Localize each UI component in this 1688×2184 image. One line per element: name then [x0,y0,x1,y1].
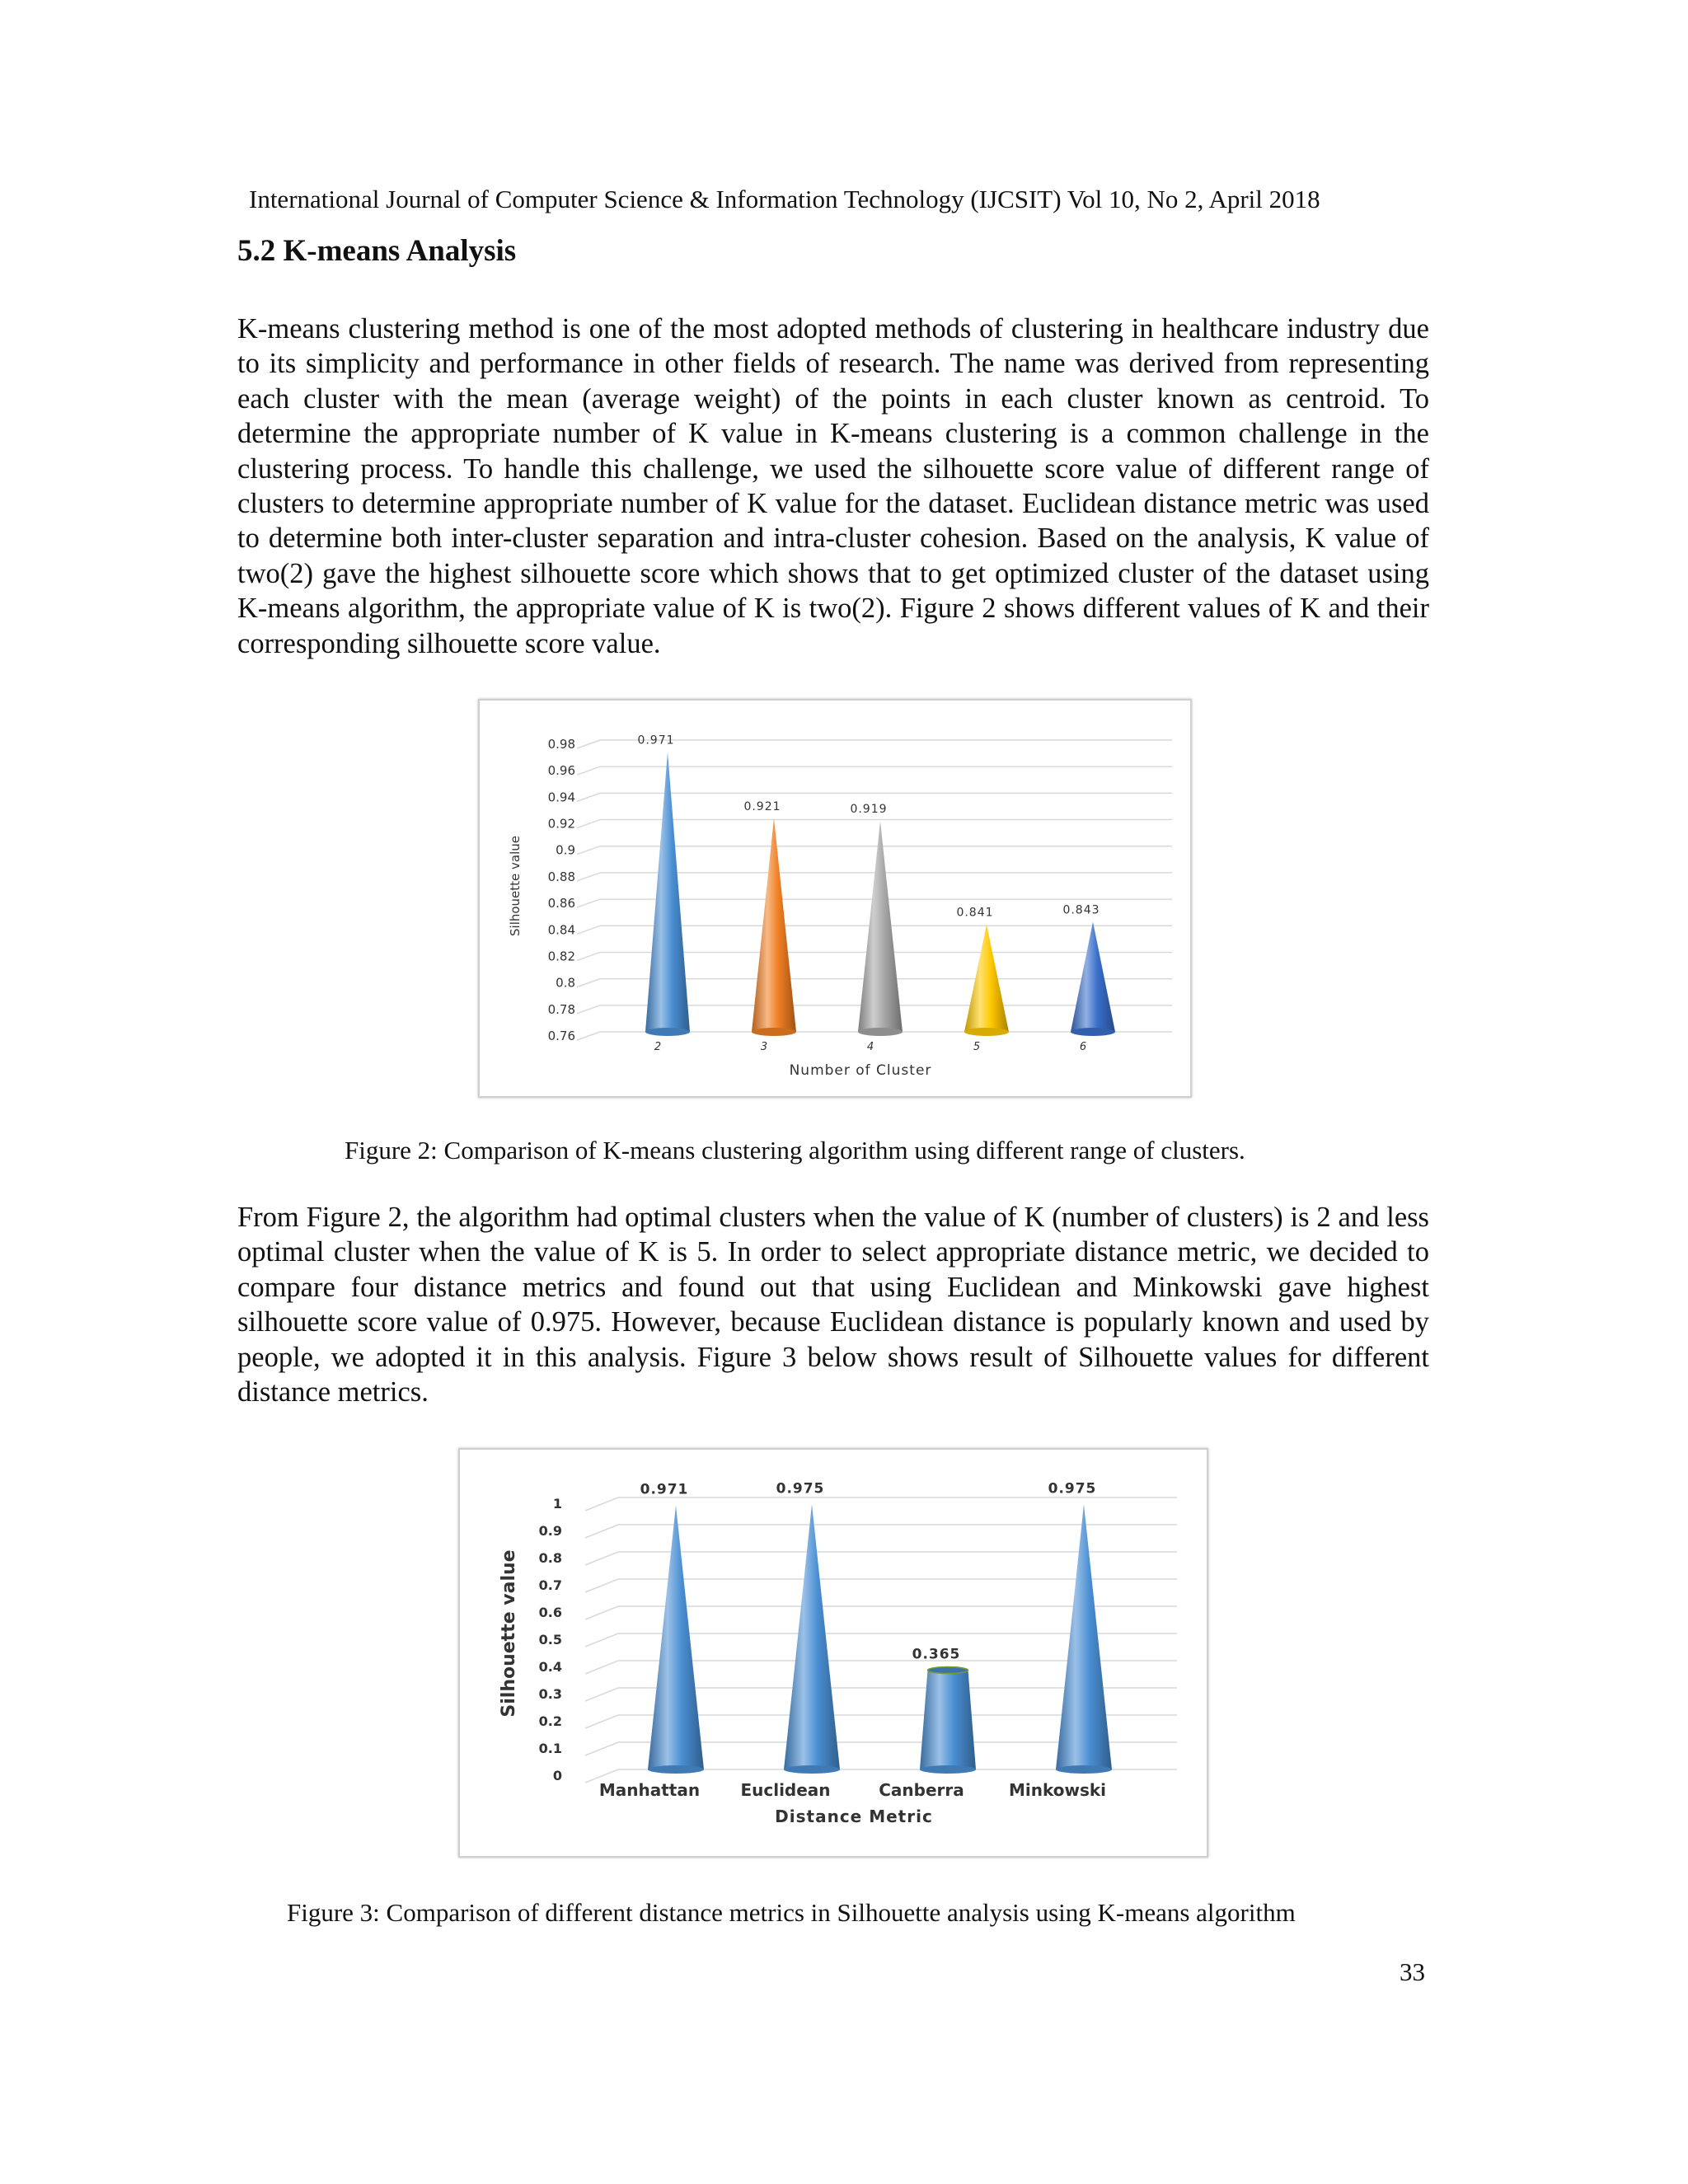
gridline-skew [577,952,600,960]
gridline-skew [585,1688,618,1701]
bar-cone [1071,921,1115,1032]
y-tick-label: 0.94 [547,790,575,805]
data-label: 0.921 [743,799,781,813]
y-tick-label: 0.6 [538,1605,562,1620]
y-tick-label: 0.78 [547,1001,575,1017]
data-label: 0.365 [912,1646,961,1663]
x-category-label: 2 [654,1041,662,1053]
y-tick-label: 0.1 [538,1741,562,1756]
y-tick-label: 0.82 [547,949,575,964]
bar-cone [1056,1504,1112,1769]
y-tick-label: 0.84 [547,922,575,938]
paragraph-kmeans-intro: K-means clustering method is one of the most adopted methods of clustering in healthcare industry due to its simplicity and performance in other fields of research. The name was derived from representing each cluster with the mean (average weight) of the points in each cluster known as centroid. To determine the appropriate number of K value in K-means clustering is a common challenge in the clustering process. To handle this challenge, we used the silhouette score value of different range of clusters to determine appropriate number of K value for the dataset. Euclidean distance metric was used to determine both inter-cluster separation and intra-cluster cohesion. Based on the analysis, K value of two(2) gave the highest silhouette score which shows that to get optimized cluster of the dataset using K-means algorithm, the appropriate value of K is two(2). Figure 2 shows different values of K and their corresponding silhouette score value. [237,313,1429,659]
y-tick-label: 0.96 [547,763,575,779]
bar-cone-base [784,1765,840,1774]
section-title: 5.2 K-means Analysis [237,234,517,268]
figure-3-chart [458,1448,1208,1858]
data-label: 0.975 [1048,1480,1097,1497]
y-tick-label: 0.5 [538,1632,562,1647]
bar-cone-base [648,1765,704,1774]
gridline-skew [585,1497,618,1511]
gridline-skew [585,1525,618,1538]
data-label: 0.971 [637,733,675,748]
y-tick-label: 0.98 [547,737,575,752]
bar-cone-base [920,1765,976,1774]
bar-cone [648,1506,704,1769]
x-category-label: 6 [1079,1041,1087,1053]
y-tick-label: 0.9 [556,842,575,858]
bar-cone [752,818,796,1032]
y-tick-label: 0.88 [547,869,575,884]
gridline-skew [577,1005,600,1014]
y-tick-label: 0.4 [538,1659,562,1675]
y-axis-label: Silhouette value [499,1549,519,1718]
gridline-skew [585,1552,618,1565]
gridline-skew [585,1606,618,1619]
bar-cone [645,752,690,1032]
bar-cone-base [645,1028,690,1036]
bar-cone-base [752,1028,796,1036]
data-label: 0.843 [1062,903,1100,917]
gridline-skew [577,820,600,828]
gridline-skew [577,766,600,775]
y-tick-label: 0.2 [538,1713,562,1729]
gridline-skew [577,846,600,855]
bar-cone-base [858,1028,903,1036]
figure-3-caption: Figure 3: Comparison of different distance metrics in Silhouette analysis using K-means algorithm [287,1898,1296,1927]
y-tick-label: 0.8 [538,1550,562,1566]
paragraph-distance-metrics: From Figure 2, the algorithm had optimal clusters when the value of K (number of clusters) is 2 and less optimal cluster when the value of K is 5. In order to select appropriate distance metric, we decided to compare four distance metrics and found out that using Euclidean and Minkowski gave highest silhouette score value of 0.975. However, because Euclidean distance is popularly known and used by people, we adopted it in this analysis. Figure 3 below shows result of Silhouette values for different distance metrics. [237,1202,1429,1408]
figure-2-caption: Figure 2: Comparison of K-means clustering algorithm using different range of clusters. [345,1136,1245,1165]
gridline-skew [577,740,600,748]
bar-cone-base [1071,1028,1115,1036]
gridline-skew [585,1661,618,1674]
gridline-skew [585,1633,618,1647]
gridline-skew [585,1742,618,1755]
x-axis-label: Number of Cluster [789,1062,932,1079]
bar-cone-base [964,1028,1009,1036]
figure-3-svg [460,1450,1207,1856]
x-category-label: 3 [760,1041,768,1053]
data-label: 0.975 [776,1480,825,1497]
data-label: 0.919 [850,803,888,817]
gridline-skew [577,793,600,801]
x-axis-label: Distance Metric [775,1807,933,1826]
gridline-skew [577,873,600,881]
y-tick-label: 0 [552,1768,562,1783]
y-tick-label: 0.7 [538,1577,562,1593]
y-tick-label: 0.8 [556,975,575,991]
gridline-skew [577,979,600,987]
journal-header: International Journal of Computer Science & Information Technology (IJCSIT) Vol 10, No 2, April 2018 [249,185,1320,213]
bar-cone [920,1671,976,1769]
gridline-skew [577,926,600,934]
data-label: 0.841 [956,906,994,920]
y-tick-label: 0.3 [538,1686,562,1702]
x-category-label: Canberra [879,1780,964,1800]
figure-2-chart [478,699,1192,1098]
y-tick-label: 0.86 [547,896,575,912]
bar-cone [784,1504,840,1769]
x-category-label: 4 [866,1041,874,1053]
bar-cone [964,925,1009,1032]
x-category-label: Manhattan [598,1780,701,1800]
figure-2-svg [480,701,1190,1096]
gridline-skew [585,1715,618,1728]
gridline-skew [577,899,600,907]
y-tick-label: 0.9 [538,1523,562,1539]
y-tick-label: 0.76 [547,1029,575,1043]
y-tick-label: 1 [552,1496,562,1511]
y-axis-label: Silhouette value [508,835,523,937]
gridline-skew [577,1032,600,1040]
x-category-label: Minkowski [1008,1780,1107,1800]
bar-cone [858,821,903,1032]
x-category-label: Euclidean [740,1780,831,1800]
data-label: 0.971 [640,1481,689,1498]
bar-cone-top [928,1667,968,1674]
page-number: 33 [1400,1957,1425,1986]
bar-cone-base [1056,1765,1112,1774]
gridline-skew [585,1579,618,1592]
x-category-label: 5 [973,1041,981,1053]
y-tick-label: 0.92 [547,816,575,832]
